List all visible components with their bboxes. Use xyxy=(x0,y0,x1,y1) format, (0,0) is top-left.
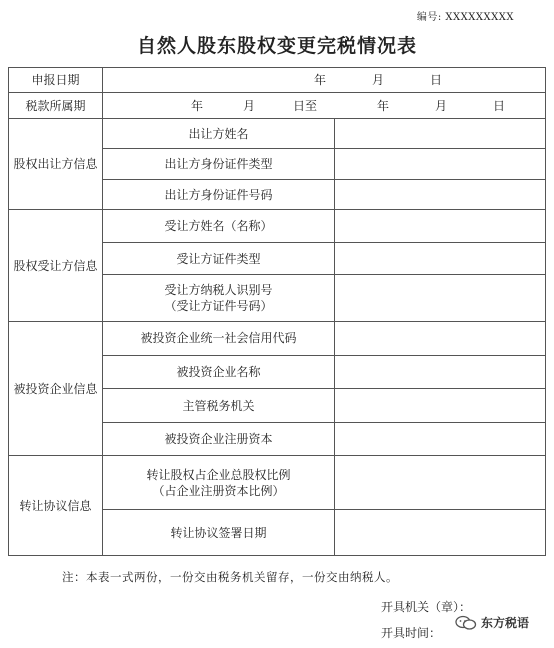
wechat-icon xyxy=(455,615,477,631)
tax-period-end-year: 年 xyxy=(376,98,389,113)
tax-period-value[interactable] xyxy=(103,93,546,118)
form-number: 编号: XXXXXXXXX xyxy=(416,12,514,23)
tax-period-end-day: 日 xyxy=(492,98,505,113)
transferee-taxpayer-id-value[interactable] xyxy=(335,275,546,322)
transferor-id-type-label: 出让方身份证件类型 xyxy=(103,149,335,180)
report-date-row xyxy=(9,68,546,93)
agreement-date-label: 转让协议签署日期 xyxy=(103,510,335,556)
tax-period-end-month: 月 xyxy=(434,98,447,113)
report-date-label: 申报日期 xyxy=(9,68,103,93)
table-row xyxy=(9,118,546,149)
agreement-date-value[interactable] xyxy=(335,510,546,556)
table-row xyxy=(9,210,546,243)
table-row xyxy=(9,456,546,510)
transferee-id-type-label: 受让方证件类型 xyxy=(103,242,335,275)
tax-period-start-month: 月 xyxy=(242,98,255,113)
transferee-name-label: 受让方姓名（名称） xyxy=(103,210,335,243)
transfer-ratio-value[interactable] xyxy=(335,456,546,510)
report-date-year: 年 xyxy=(313,73,326,88)
registered-capital-value[interactable] xyxy=(335,422,546,456)
watermark xyxy=(455,614,529,631)
transferor-name-value[interactable] xyxy=(335,118,546,149)
tax-period-start-year: 年 xyxy=(190,98,203,113)
company-credit-code-value[interactable] xyxy=(335,322,546,356)
table-row xyxy=(9,322,546,356)
transferee-id-type-value[interactable] xyxy=(335,242,546,275)
tax-authority-label: 主管税务机关 xyxy=(103,389,335,423)
issuer-label: 开具机关（章）： xyxy=(381,600,472,614)
company-credit-code-label: 被投资企业统一社会信用代码 xyxy=(103,322,335,356)
report-date-day: 日 xyxy=(429,73,442,88)
report-date-month: 月 xyxy=(371,73,384,88)
form-title: 自然人股东股权变更完税情况表 xyxy=(136,35,417,57)
tax-period-label: 税款所属期 xyxy=(9,93,103,118)
company-name-value[interactable] xyxy=(335,355,546,389)
tax-period-row xyxy=(9,93,546,118)
transferor-id-number-value[interactable] xyxy=(335,179,546,210)
tax-form-table xyxy=(8,67,546,556)
transferee-section-label: 股权受让方信息 xyxy=(9,210,103,322)
transferee-name-value[interactable] xyxy=(335,210,546,243)
transfer-ratio-label xyxy=(103,456,335,510)
issue-time-label: 开具时间： xyxy=(381,626,442,640)
transferee-taxpayer-id-line1: 受让方纳税人识别号 xyxy=(164,283,273,298)
company-section-label: 被投资企业信息 xyxy=(9,322,103,456)
transfer-ratio-line2: （占企业注册资本比例） xyxy=(152,483,285,498)
company-name-label: 被投资企业名称 xyxy=(103,355,335,389)
report-date-value[interactable] xyxy=(103,68,546,93)
footer-note: 注：本表一式两份，一份交由税务机关留存，一份交由纳税人。 xyxy=(62,570,398,584)
transferee-taxpayer-id-label xyxy=(103,275,335,322)
tax-period-start-day: 日至 xyxy=(292,98,317,113)
transferor-name-label: 出让方姓名 xyxy=(103,118,335,149)
transferee-taxpayer-id-line2: （受让方证件号码） xyxy=(164,299,273,314)
transferor-id-type-value[interactable] xyxy=(335,149,546,180)
agreement-section-label: 转让协议信息 xyxy=(9,456,103,556)
registered-capital-label: 被投资企业注册资本 xyxy=(103,422,335,456)
watermark-text: 东方税语 xyxy=(481,616,530,630)
transferor-section-label: 股权出让方信息 xyxy=(9,118,103,210)
tax-authority-value[interactable] xyxy=(335,389,546,423)
transfer-ratio-line1: 转让股权占企业总股权比例 xyxy=(146,467,291,482)
transferor-id-number-label: 出让方身份证件号码 xyxy=(103,179,335,210)
